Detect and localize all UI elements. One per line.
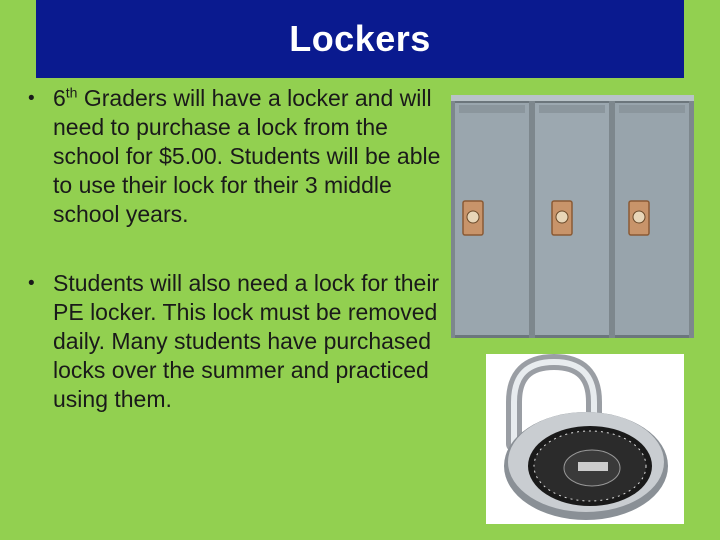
bullet-1-superscript: th <box>65 84 78 101</box>
bullet-dot: • <box>28 273 35 294</box>
bullet-1-prefix: 6 <box>53 85 66 111</box>
locker-handle-3 <box>629 201 649 235</box>
bullet-list <box>28 84 448 454</box>
bullet-1-text: Graders will have a locker and will need to purchase a lock from the school for $5.00. Students will be able to use their lock for their 3 middle school years. <box>53 85 441 227</box>
locker-handle-1 <box>463 201 483 235</box>
padlock-image <box>486 354 684 524</box>
bullet-dot: • <box>28 88 35 109</box>
locker-handle-2 <box>552 201 572 235</box>
bullet-item-2 <box>28 269 448 414</box>
lockers-image <box>451 95 694 338</box>
bullet-2-text: Students will also need a lock for their PE locker. This lock must be removed daily. Many students have purchased locks over the summer and practiced using them. <box>53 270 440 412</box>
title-bar <box>36 0 684 78</box>
bullet-item-1 <box>28 84 448 229</box>
slide-title: Lockers <box>289 18 431 59</box>
